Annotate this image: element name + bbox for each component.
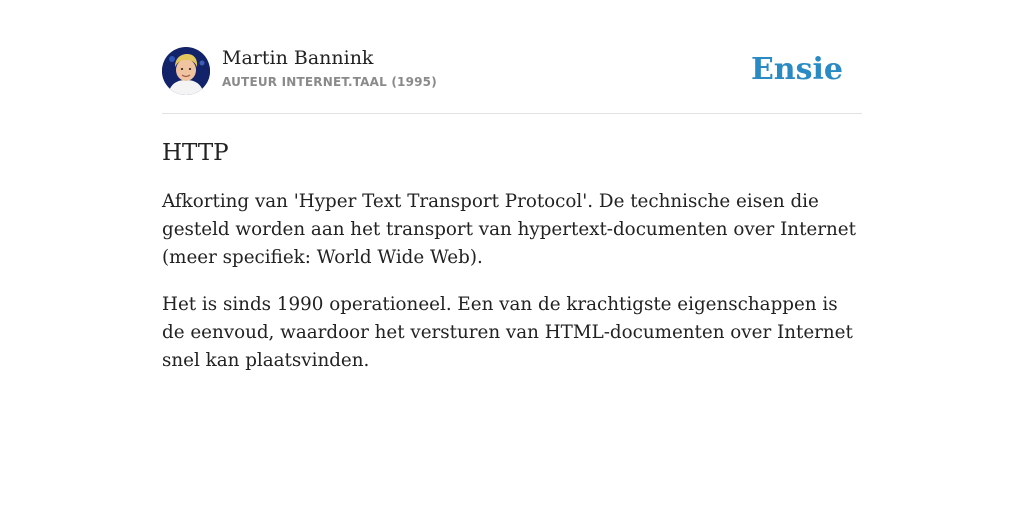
entry-title: HTTP: [162, 140, 229, 166]
entry-paragraph-1: Afkorting van 'Hyper Text Transport Protocol'. De technische eisen die gesteld worden aan het transport van hypertext-documenten over Internet (meer specifiek: World Wide Web).: [162, 191, 856, 268]
entry-paragraph-2: Het is sinds 1990 operationeel. Een van de krachtigste eigenschappen is de eenvoud, waardoor het versturen van HTML-documenten over Internet snel kan plaatsvinden.: [162, 294, 853, 371]
author-photo-icon: [162, 47, 210, 95]
author-name[interactable]: Martin Bannink: [222, 47, 374, 69]
author-avatar[interactable]: [162, 47, 210, 95]
entry-card: [162, 46, 862, 375]
entry-header: [162, 46, 862, 114]
author-role: AUTEUR INTERNET.TAAL (1995): [222, 75, 437, 89]
brand-logo[interactable]: Ensie: [750, 52, 843, 87]
